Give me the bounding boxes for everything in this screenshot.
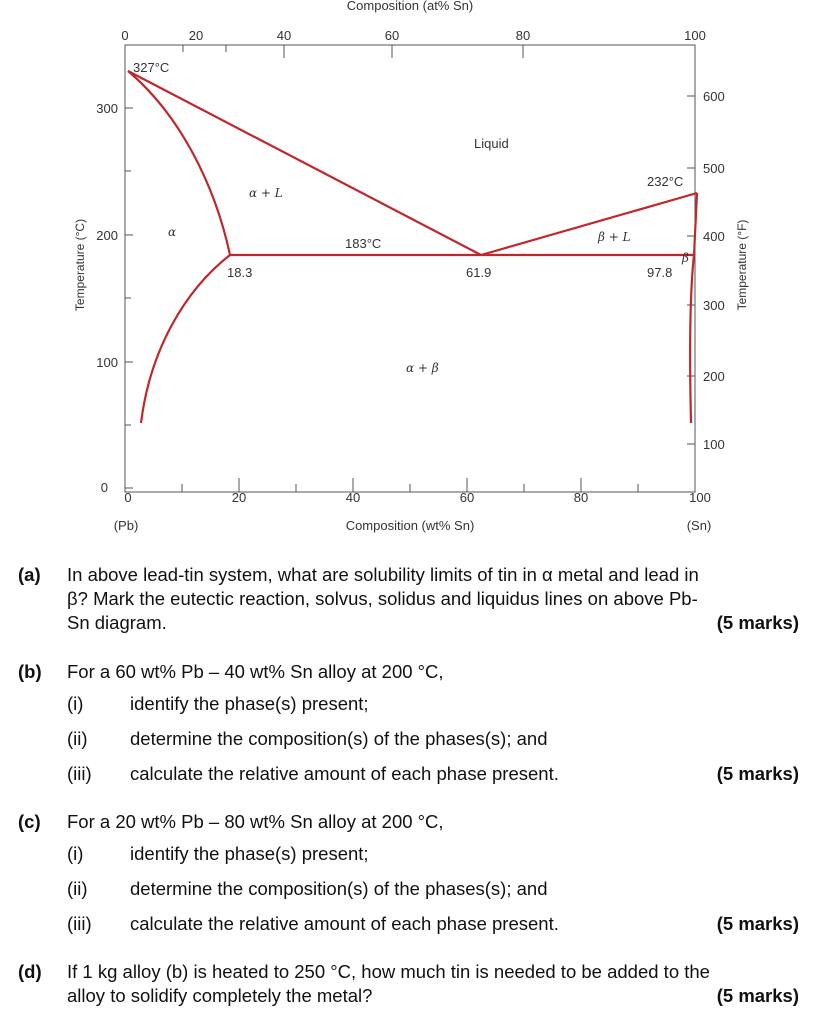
question-b-label: (b): [18, 661, 42, 682]
question-b-item-iii-num: (iii): [67, 763, 92, 784]
question-c-text: For a 20 wt% Pb – 80 wt% Sn alloy at 200 °C,: [67, 811, 444, 832]
question-c-item-iii-num: (iii): [67, 913, 92, 934]
right-axis-title: Temperature (°F): [735, 219, 749, 311]
question-b-item-ii-num: (ii): [67, 728, 88, 749]
plot-frame: [125, 45, 695, 492]
question-b-item-ii-text: determine the composition(s) of the phases(s); and: [130, 728, 548, 749]
question-b-item-iii-text: calculate the relative amount of each phase present.: [130, 763, 559, 784]
question-c-item-i-text: identify the phase(s) present;: [130, 843, 369, 864]
top-tick-60: 60: [384, 28, 400, 43]
solvus-beta: [690, 255, 694, 423]
top-tick-80: 80: [515, 28, 531, 43]
right-tick-300: 300: [703, 298, 725, 313]
top-tick-100: 100: [684, 28, 706, 43]
left-tick-100: 100: [96, 355, 118, 370]
right-tick-600: 600: [703, 89, 725, 104]
left-axis-title: Temperature (°C): [73, 218, 87, 312]
bottom-tick-60: 60: [459, 490, 475, 505]
question-d-line2: alloy to solidify completely the metal?: [67, 985, 373, 1006]
question-a-label: (a): [18, 564, 41, 585]
eutectic-composition-label: 61.9: [466, 265, 492, 280]
alpha-limit-label: 18.3: [227, 265, 253, 280]
solidus-beta: [694, 193, 697, 255]
question-c-item-ii-text: determine the composition(s) of the phases(s); and: [130, 878, 548, 899]
alpha-region-label: α: [168, 225, 177, 239]
beta-liquid-region-label: β + L: [598, 230, 631, 244]
top-axis-ticks: [125, 45, 695, 58]
bottom-tick-80: 80: [573, 490, 589, 505]
question-a-line2: β? Mark the eutectic reaction, solvus, solidus and liquidus lines on above Pb-: [67, 588, 698, 609]
question-a-marks: (5 marks): [716, 612, 799, 633]
alpha-beta-region-label: α + β: [406, 361, 439, 375]
left-axis-ticks: [125, 108, 133, 488]
right-tick-100: 100: [703, 437, 725, 452]
right-tick-200: 200: [703, 369, 725, 384]
question-c-label: (c): [18, 811, 41, 832]
bottom-tick-0: 0: [124, 490, 132, 505]
question-a-line3: Sn diagram.: [67, 612, 167, 633]
question-c-item-i-num: (i): [67, 843, 84, 864]
question-b-item-i-num: (i): [67, 693, 84, 714]
bottom-tick-20: 20: [231, 490, 247, 505]
question-b-text: For a 60 wt% Pb – 40 wt% Sn alloy at 200 °C,: [67, 661, 444, 682]
right-tick-500: 500: [703, 161, 725, 176]
question-c-marks: (5 marks): [716, 913, 799, 934]
liquid-region-label: Liquid: [474, 136, 509, 151]
bottom-tick-100: 100: [689, 490, 711, 505]
alpha-liquid-region-label: α + L: [249, 186, 283, 200]
bottom-axis-ticks: [182, 478, 638, 492]
left-tick-0: 0: [100, 480, 108, 495]
pb-end-label: (Pb): [113, 518, 139, 533]
question-b-marks: (5 marks): [716, 763, 799, 784]
bottom-axis-title: Composition (wt% Sn): [345, 518, 475, 533]
top-tick-40: 40: [276, 28, 292, 43]
beta-region-label: β: [682, 251, 689, 265]
solvus-alpha: [141, 255, 230, 423]
top-axis-title: Composition (at% Sn): [346, 0, 474, 13]
liquidus-left: [128, 71, 481, 255]
question-b-item-i-text: identify the phase(s) present;: [130, 693, 369, 714]
question-c-item-iii-text: calculate the relative amount of each phase present.: [130, 913, 559, 934]
question-a-line1: In above lead-tin system, what are solubility limits of tin in α metal and lead in: [67, 564, 699, 585]
question-d-label: (d): [18, 961, 42, 982]
sn-melting-point-label: 232°C: [647, 174, 684, 189]
top-tick-20: 20: [188, 28, 204, 43]
bottom-tick-40: 40: [345, 490, 361, 505]
question-d-line1: If 1 kg alloy (b) is heated to 250 °C, how much tin is needed to be added to the: [67, 961, 710, 982]
eutectic-temperature-label: 183°C: [345, 236, 382, 251]
pb-melting-point-label: 327°C: [133, 60, 170, 75]
question-d-marks: (5 marks): [716, 985, 799, 1006]
left-tick-300: 300: [96, 101, 118, 116]
sn-end-label: (Sn): [686, 518, 712, 533]
question-c-item-ii-num: (ii): [67, 878, 88, 899]
left-tick-200: 200: [96, 228, 118, 243]
top-tick-0: 0: [121, 28, 129, 43]
beta-limit-label: 97.8: [647, 265, 673, 280]
liquidus-right: [481, 193, 697, 255]
right-tick-400: 400: [703, 229, 725, 244]
